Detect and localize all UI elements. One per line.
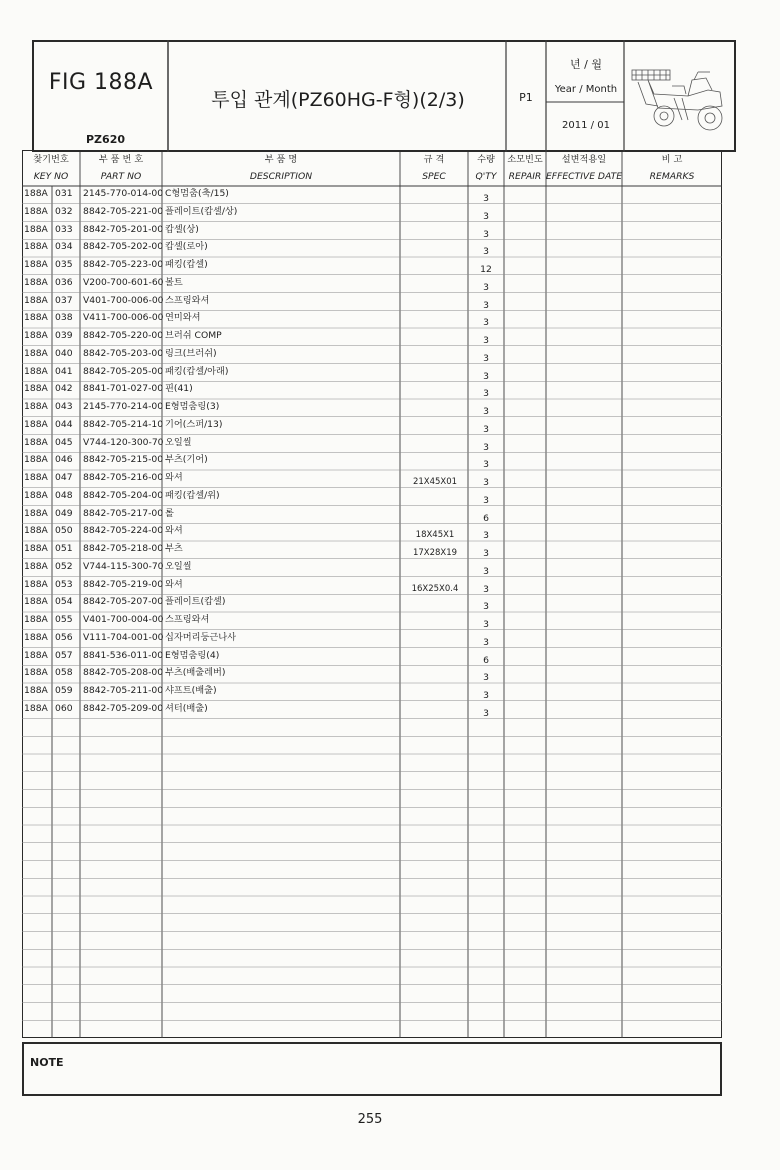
description-cell: 기어(스퍼/13)	[165, 418, 223, 430]
column-header-ko: 부 품 명	[264, 154, 298, 165]
key-number-cell: 045	[55, 436, 73, 448]
description-cell: 패킹(캅셀/위)	[165, 489, 220, 501]
figure-cell: 188A	[24, 241, 48, 253]
part-number-cell: 2145-770-014-00	[83, 188, 164, 199]
part-number-cell: V401-700-006-00	[83, 294, 164, 306]
description-cell: 셔터(배출)	[165, 702, 208, 714]
figure-cell: 188A	[24, 401, 48, 412]
quantity-cell: 3	[483, 317, 489, 329]
quantity-cell: 12	[480, 264, 492, 275]
quantity-cell: 3	[483, 423, 489, 435]
page-title: 투입 관계(PZ60HG-F형)(2/3)	[211, 89, 465, 111]
quantity-cell: 3	[483, 459, 489, 471]
figure-cell: 188A	[24, 330, 48, 341]
key-number-cell: 055	[55, 614, 73, 625]
description-cell: 부츠(기어)	[165, 454, 208, 466]
part-number-cell: 8842-705-201-00	[83, 223, 164, 235]
figure-cell: 188A	[24, 259, 48, 270]
description-cell: 부츠	[165, 543, 183, 554]
key-number-cell: 034	[55, 241, 73, 253]
key-number-cell: 037	[55, 294, 73, 306]
figure-cell: 188A	[24, 525, 48, 537]
description-cell: 패킹(캅셀/아래)	[165, 365, 229, 377]
key-number-cell: 047	[55, 472, 73, 483]
column-header-en: SPEC	[422, 171, 446, 182]
figure-cell: 188A	[24, 685, 48, 696]
part-number-cell: 2145-770-214-00	[83, 401, 164, 412]
quantity-cell: 3	[483, 352, 489, 364]
figure-cell: 188A	[24, 472, 48, 483]
part-number-cell: 8842-705-207-00	[83, 596, 164, 608]
quantity-cell: 3	[483, 299, 489, 311]
column-header-ko: 비 고	[661, 154, 683, 165]
description-cell: 와셔	[165, 472, 183, 483]
column-header-ko: 찾기번호	[33, 154, 69, 165]
column-header-en: KEY NO	[33, 171, 69, 182]
figure-cell: 188A	[24, 702, 48, 714]
part-number-cell: 8842-705-209-00	[83, 702, 164, 714]
description-cell: C형멈춤(축/15)	[165, 188, 229, 199]
part-number-cell: 8841-536-011-00	[83, 649, 164, 661]
description-cell: 스프링와셔	[165, 294, 210, 306]
description-cell: 브러쉬 COMP	[165, 330, 222, 341]
quantity-cell: 3	[483, 690, 489, 701]
key-number-cell: 040	[55, 347, 73, 359]
note-label: NOTE	[30, 1056, 64, 1069]
key-number-cell: 048	[55, 489, 73, 501]
part-number-cell: 8842-705-204-00	[83, 489, 164, 501]
figure-cell: 188A	[24, 667, 48, 679]
part-number-cell: 8842-705-218-00	[83, 543, 164, 554]
column-header-en: DESCRIPTION	[249, 171, 313, 182]
figure-cell: 188A	[24, 614, 48, 625]
figure-cell: 188A	[24, 418, 48, 430]
part-number-cell: 8842-705-223-00	[83, 259, 164, 270]
figure-cell: 188A	[24, 205, 48, 217]
figure-cell: 188A	[24, 312, 48, 324]
figure-cell: 188A	[24, 365, 48, 377]
quantity-cell: 3	[483, 548, 489, 559]
description-cell: 패킹(캅셀)	[165, 259, 208, 270]
key-number-cell: 054	[55, 596, 73, 608]
quantity-cell: 3	[483, 565, 489, 577]
part-number-cell: 8842-705-216-00	[83, 472, 164, 483]
quantity-cell: 3	[483, 281, 489, 293]
spec-cell: 18X45X1	[415, 530, 455, 541]
page-number: 255	[357, 1112, 383, 1127]
part-number-cell: 8842-705-202-00	[83, 241, 164, 253]
key-number-cell: 046	[55, 454, 73, 466]
description-cell: E형멈춤링(3)	[165, 401, 220, 412]
key-number-cell: 039	[55, 330, 73, 341]
part-number-cell: V411-700-006-00	[83, 312, 164, 324]
spec-cell: 17X28X19	[412, 548, 458, 558]
figure-cell: 188A	[24, 596, 48, 608]
part-number-cell: 8842-705-219-00	[83, 578, 164, 590]
figure-cell: 188A	[24, 631, 48, 643]
quantity-cell: 3	[483, 530, 489, 542]
spec-cell: 16X25X0.4	[411, 583, 459, 594]
description-cell: E형멈춤링(4)	[165, 649, 220, 661]
quantity-cell: 3	[483, 406, 489, 417]
figure-cell: 188A	[24, 383, 48, 395]
quantity-cell: 3	[483, 672, 489, 684]
key-number-cell: 050	[55, 525, 73, 537]
column-header-ko: 설변적용일	[561, 154, 607, 165]
part-number-cell: 8842-705-224-00	[83, 525, 164, 537]
quantity-cell: 3	[483, 619, 489, 630]
figure-cell: 188A	[24, 454, 48, 466]
figure-cell: 188A	[24, 294, 48, 306]
quantity-cell: 3	[483, 441, 489, 453]
column-header-en: REPAIR	[508, 171, 542, 182]
key-number-cell: 032	[55, 205, 73, 217]
quantity-cell: 3	[483, 388, 489, 400]
figure-cell: 188A	[24, 560, 48, 572]
key-number-cell: 060	[55, 702, 73, 714]
figure-cell: 188A	[24, 223, 48, 235]
description-cell: 오일씰	[165, 560, 192, 572]
quantity-cell: 3	[483, 636, 489, 648]
description-cell: 부츠(배출레버)	[165, 667, 226, 679]
key-number-cell: 041	[55, 365, 73, 377]
quantity-cell: 3	[483, 193, 489, 204]
part-number-cell: 8842-705-215-00	[83, 454, 164, 466]
key-number-cell: 044	[55, 418, 73, 430]
part-number-cell: V401-700-004-00	[83, 614, 164, 625]
quantity-cell: 3	[483, 210, 489, 222]
part-number-cell: 8842-705-221-00	[83, 205, 164, 217]
quantity-cell: 3	[483, 370, 489, 382]
key-number-cell: 057	[55, 649, 73, 661]
description-cell: 롤	[165, 507, 174, 519]
key-number-cell: 031	[55, 188, 73, 199]
description-cell: 볼트	[165, 276, 183, 288]
quantity-cell: 3	[483, 246, 489, 258]
description-cell: 링크(브러쉬)	[165, 347, 217, 359]
part-number-cell: 8841-701-027-00	[83, 383, 164, 395]
figure-cell: 188A	[24, 188, 48, 199]
column-header-en: PART NO	[100, 171, 142, 182]
key-number-cell: 052	[55, 560, 73, 572]
key-number-cell: 035	[55, 259, 73, 270]
model-code: PZ620	[86, 133, 125, 146]
description-cell: 플레이트(캅셀/상)	[165, 205, 238, 217]
description-cell: 캅셀(로아)	[165, 241, 208, 253]
part-number-cell: V111-704-001-00	[83, 631, 164, 643]
column-header-ko: 소모빈도	[507, 154, 543, 165]
figure-cell: 188A	[24, 507, 48, 519]
part-number-cell: 8842-705-220-00	[83, 330, 164, 341]
figure-cell: 188A	[24, 347, 48, 359]
quantity-cell: 3	[483, 228, 489, 240]
description-cell: 십자머리둥근나사	[165, 631, 237, 643]
quantity-cell: 3	[483, 335, 489, 346]
part-number-cell: V744-120-300-70	[83, 436, 164, 448]
key-number-cell: 051	[55, 543, 73, 554]
part-number-cell: V200-700-601-60	[83, 276, 164, 288]
key-number-cell: 033	[55, 223, 73, 235]
quantity-cell: 6	[483, 512, 489, 524]
quantity-cell: 3	[483, 583, 489, 595]
spec-cell: 21X45X01	[412, 477, 458, 487]
part-number-cell: 8842-705-211-00	[83, 685, 164, 696]
column-header-ko: 부 품 번 호	[98, 154, 144, 165]
description-cell: 캅셀(상)	[165, 223, 199, 235]
key-number-cell: 053	[55, 578, 73, 590]
part-number-cell: 8842-705-214-10	[83, 418, 164, 430]
part-number-cell: 8842-705-217-00	[83, 507, 164, 519]
quantity-cell: 3	[483, 707, 489, 719]
machine-illustration	[628, 50, 730, 142]
description-cell: 샤프트(배출)	[165, 685, 217, 696]
figure-number: FIG 188A	[48, 70, 154, 95]
key-number-cell: 056	[55, 631, 73, 643]
description-cell: 연미와셔	[165, 312, 201, 324]
year-month-label-ko: 년 / 월	[570, 58, 602, 71]
description-cell: 오일씰	[165, 436, 192, 448]
quantity-cell: 3	[483, 601, 489, 613]
description-cell: 플레이트(캅셀)	[165, 596, 226, 608]
figure-cell: 188A	[24, 649, 48, 661]
page-code: P1	[519, 91, 533, 104]
part-number-cell: 8842-705-208-00	[83, 667, 164, 679]
figure-cell: 188A	[24, 489, 48, 501]
description-cell: 핀(41)	[165, 383, 193, 395]
column-header-en: Q'TY	[475, 171, 497, 182]
key-number-cell: 036	[55, 276, 73, 288]
key-number-cell: 059	[55, 685, 73, 696]
column-header-ko: 수량	[477, 154, 495, 165]
quantity-cell: 6	[483, 654, 489, 666]
quantity-cell: 3	[483, 477, 489, 488]
key-number-cell: 049	[55, 507, 73, 519]
key-number-cell: 043	[55, 401, 73, 412]
year-month-label-en: Year / Month	[554, 84, 618, 95]
part-number-cell: 8842-705-203-00	[83, 347, 164, 359]
year-month-value: 2011 / 01	[562, 120, 610, 131]
column-header-en: REMARKS	[649, 171, 695, 182]
key-number-cell: 058	[55, 667, 73, 679]
column-header-ko: 규 격	[423, 154, 445, 165]
part-number-cell: V744-115-300-70	[83, 560, 164, 572]
key-number-cell: 042	[55, 383, 73, 395]
figure-cell: 188A	[24, 543, 48, 554]
quantity-cell: 3	[483, 494, 489, 506]
description-cell: 와셔	[165, 525, 183, 537]
part-number-cell: 8842-705-205-00	[83, 365, 164, 377]
description-cell: 와셔	[165, 578, 183, 590]
key-number-cell: 038	[55, 312, 73, 324]
figure-cell: 188A	[24, 578, 48, 590]
figure-cell: 188A	[24, 436, 48, 448]
description-cell: 스프링와셔	[165, 614, 210, 625]
figure-cell: 188A	[24, 276, 48, 288]
column-header-en: EFFECTIVE DATE	[546, 171, 623, 182]
